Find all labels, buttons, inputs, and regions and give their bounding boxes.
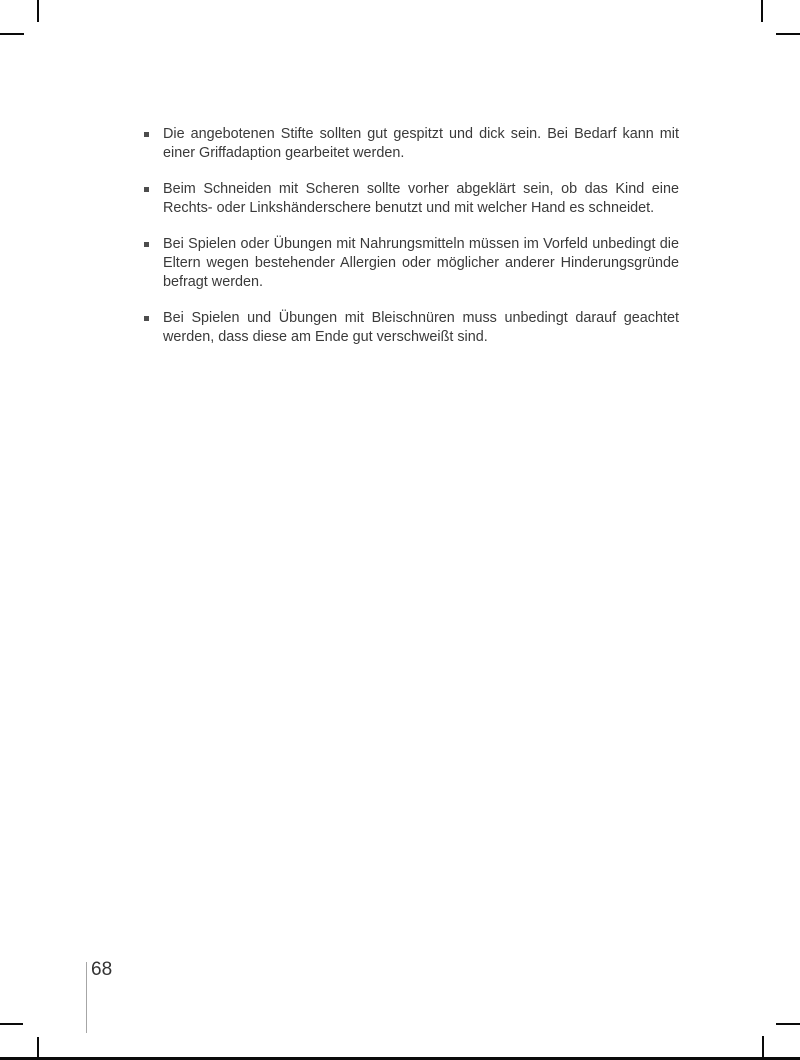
list-item: [143, 180, 680, 218]
list-item: [143, 125, 680, 163]
bullet-square-icon: [144, 132, 149, 137]
bullet-text: Bei Spielen oder Übungen mit Nahrungsmitteln müssen im Vorfeld unbedingt die Eltern wegen bestehender Allergien oder möglicher anderer Hinderungsgründe befragt werden.: [163, 236, 679, 290]
bullet-list: [143, 125, 680, 364]
bullet-text: Beim Schneiden mit Scheren sollte vorher abgeklärt sein, ob das Kind eine Rechts- oder Linkshänderschere benutzt und mit welcher Hand es schneidet.: [163, 181, 679, 216]
crop-mark-top-right-vertical: [761, 0, 763, 22]
bullet-square-icon: [144, 316, 149, 321]
crop-mark-top-left-horizontal: [0, 33, 24, 35]
bullet-text: Bei Spielen und Übungen mit Bleischnüren muss unbedingt darauf geachtet werden, dass diese am Ende gut verschweißt sind.: [163, 310, 679, 345]
list-item: [143, 235, 680, 292]
crop-mark-top-left-vertical: [37, 0, 39, 22]
bullet-square-icon: [144, 242, 149, 247]
crop-mark-bottom-left-horizontal: [0, 1023, 23, 1025]
page-number: 68: [91, 959, 113, 980]
list-item: [143, 309, 680, 347]
crop-mark-top-right-horizontal: [776, 33, 800, 35]
page-number-rule: [86, 962, 87, 1033]
crop-mark-bottom-right-horizontal: [776, 1023, 800, 1025]
bullet-text: Die angebotenen Stifte sollten gut gespitzt und dick sein. Bei Bedarf kann mit einer Griffadaption gearbeitet werden.: [163, 126, 679, 161]
bullet-square-icon: [144, 187, 149, 192]
